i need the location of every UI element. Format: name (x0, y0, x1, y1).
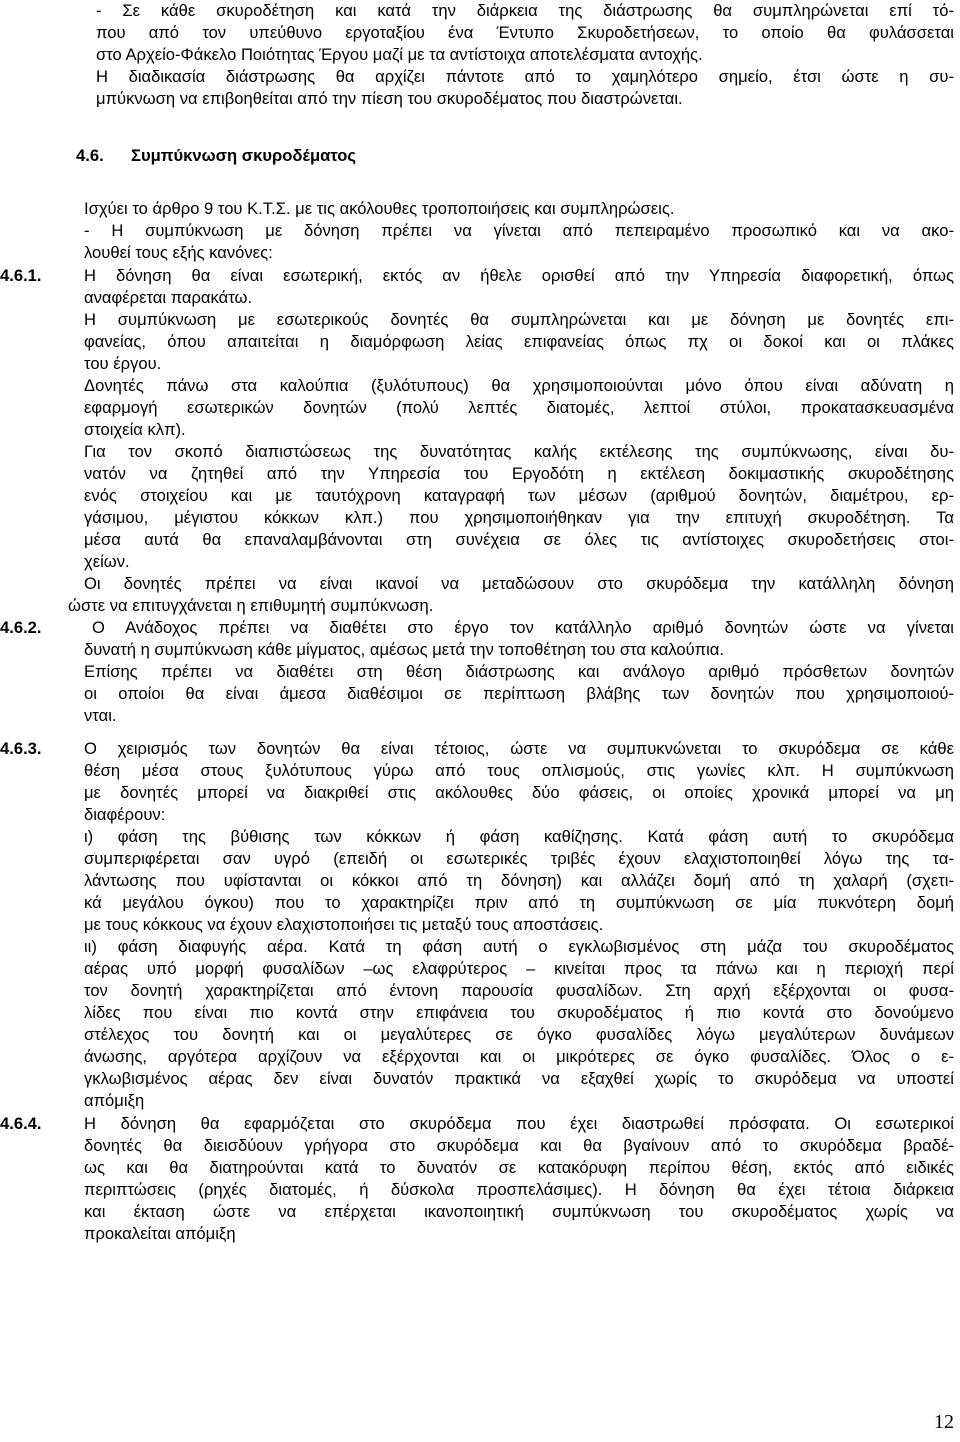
text-line: Δονητές πάνω στα καλούπια (ξυλότυπους) θα χρησιμοποιούνται μόνο όπου είναι αδύνατη η (84, 376, 954, 395)
text-line: Οι δονητές πρέπει να είναι ικανοί να μεταδώσουν στο σκυρόδεμα την κατάλληλη δόνηση (84, 574, 954, 593)
text-line: ι) φάση της βύθισης των κόκκων ή φάση καθίζησης. Κατά φάση αυτή το σκυρόδεμα (84, 827, 954, 846)
text-line: λάντωσης που υφίστανται οι κόκκοι από τη δόνηση) και αλλάζει δομή από τη χαλαρή (σχετι- (84, 871, 954, 890)
text-line: δυνατή η συμπύκνωση κάθε μίγματος, αμέσως μετά την τοποθέτηση του στα καλούπια. (84, 640, 725, 659)
text-line: με τους κόκκους να έχουν ελαχιστοποιήσει τις μεταξύ τους αποστάσεις. (84, 915, 604, 934)
section-title: Συμπύκνωση σκυροδέματος (131, 146, 357, 165)
text-line: αναφέρεται παρακάτω. (84, 288, 253, 307)
text-line: ενός στοιχείου και με ταυτόχρονη καταγραφή των μέσων (αριθμού δονητών, διαμέτρου, ερ- (84, 486, 954, 505)
subsection-number: 4.6.4. (0, 1114, 42, 1133)
subsection-number: 4.6.3. (0, 739, 42, 758)
text-line: χείων. (84, 552, 130, 571)
subsection-number: 4.6.2. (0, 618, 42, 637)
text-line: - Σε κάθε σκυροδέτηση και κατά την διάρκεια της διάστρωσης θα συμπληρώνεται επί τό- (96, 1, 954, 20)
text-line: Η δόνηση θα εφαρμόζεται στο σκυρόδεμα που έχει διαστρωθεί πρόσφατα. Οι εσωτερικοί (84, 1114, 954, 1133)
text-line: Ισχύει το άρθρο 9 του Κ.Τ.Σ. με τις ακόλουθες τροποποιήσεις και συμπληρώσεις. (84, 199, 675, 218)
text-line: Ο χειρισμός των δονητών θα είναι τέτοιος, ώστε να συμπυκνώνεται το σκυρόδεμα σε κάθε (84, 739, 954, 758)
text-line: και έκταση ώστε να επέρχεται ικανοποιητική συμπύκνωση του σκυροδέματος χωρίς να (84, 1202, 954, 1221)
text-line: Επίσης πρέπει να διαθέτει στη θέση διάστρωσης και ανάλογο αριθμό πρόσθετων δονητών (84, 662, 954, 681)
text-line: οι οποίοι θα είναι άμεσα διαθέσιμοι σε περίπτωση βλάβης των δονητών που χρησιμοποιού- (84, 684, 954, 703)
subsection-number: 4.6.1. (0, 266, 42, 285)
text-line: εφαρμογή εσωτερικών δονητών (πολύ λεπτές διατομές, λεπτοί στύλοι, προκατασκευασμένα (84, 398, 954, 417)
text-line: νατόν να ζητηθεί από την Υπηρεσία του Εργοδότη η εκτέλεση δοκιμαστικής σκυροδέτησης (84, 464, 954, 483)
text-line: ως και θα διατηρούνται κατά το δυνατόν σε κατακόρυφη περίπου θέση, εκτός από ειδικές (84, 1158, 954, 1177)
text-line: θέση μέσα στους ξυλότυπους γύρω από τους οπλισμούς, στις γωνίες κλπ. Η συμπύκνωση (84, 761, 954, 780)
text-line: γάσιμου, μέγιστου κόκκων κλπ.) που χρησιμοποιήθηκαν για την επιτυχή σκυροδέτηση. Τα (84, 508, 954, 527)
text-line: κά μεγάλου όγκου) που το χαρακτηρίζει πριν από τη συμπύκνωση σε μία πυκνότερη δομή (84, 893, 954, 912)
section-number: 4.6. (76, 146, 104, 165)
text-line: αέρας υπό μορφή φυσαλίδων –ως ελαφρύτερος – κινείται προς τα πάνω και η περιοχή περί (84, 959, 954, 978)
text-line: φανείας, όπου απαιτείται η διαμόρφωση λείας επιφανείας όπως πχ οι δοκοί και οι πλάκες (84, 332, 954, 351)
text-line: Για τον σκοπό διαπιστώσεως της δυνατότητας καλής εκτέλεσης της συμπύκνωσης, είναι δυ- (84, 442, 954, 461)
text-line: τον δονητή χαρακτηρίζεται από έντονη παρουσία φυσαλίδων. Στη αρχή εξέρχονται οι φυσα- (84, 981, 954, 1000)
text-line: γκλωβισμένος αέρας δεν είναι δυνατόν πρακτικά να εξαχθεί χωρίς το σκυρόδεμα να υποστεί (84, 1069, 954, 1088)
text-line: Η συμπύκνωση με εσωτερικούς δονητές θα συμπληρώνεται και με δόνηση με δονητές επι- (84, 310, 954, 329)
text-line: του έργου. (84, 354, 162, 373)
text-line: Η δόνηση θα είναι εσωτερική, εκτός αν ήθελε ορισθεί από την Υπηρεσία διαφορετική, όπως (84, 266, 954, 285)
text-line: στοιχεία κλπ). (84, 420, 186, 439)
text-line: νται. (84, 706, 117, 725)
text-line: στο Αρχείο-Φάκελο Ποιότητας Έργου μαζί με τα αντίστοιχα αποτελέσματα αντοχής. (96, 45, 703, 64)
text-line: με δονητές μπορεί να διακριθεί στις ακόλουθες δύο φάσεις, οι οποίες χρονικά μπορεί να μη (84, 783, 954, 802)
text-line: μπύκνωση να επιβοηθείται από την πίεση του σκυροδέματος που διαστρώνεται. (96, 89, 683, 108)
text-line: προκαλείται απόμιξη (84, 1224, 236, 1243)
text-line: Η διαδικασία διάστρωσης θα αρχίζει πάντοτε από το χαμηλότερο σημείο, έτσι ώστε η συ- (96, 67, 954, 86)
text-line: μέσα αυτά θα επαναλαμβάνονται στη συνέχεια σε όλες τις αντίστοιχες σκυροδετήσεις στοι- (84, 530, 954, 549)
text-line: απόμιξη (84, 1091, 145, 1110)
text-line: Ο Ανάδοχος πρέπει να διαθέτει στο έργο τον κατάλληλο αριθμό δονητών ώστε να γίνεται (92, 618, 954, 637)
text-line: περιπτώσεις (ρηχές διατομές, ή δύσκολα προσπελάσιμες). Η δόνηση θα έχει τέτοια διάρκεια (84, 1180, 954, 1199)
text-line: - Η συμπύκνωση με δόνηση πρέπει να γίνεται από πεπειραμένο προσωπικό και να ακο- (84, 221, 954, 240)
text-line: δονητές θα διεισδύουν γρήγορα στο σκυρόδεμα και θα βγαίνουν από το σκυρόδεμα βραδέ- (84, 1136, 954, 1155)
text-line: ιι) φάση διαφυγής αέρα. Κατά τη φάση αυτή ο εγκλωβισμένος στη μάζα του σκυροδέματος (84, 937, 954, 956)
text-line: ώστε να επιτυγχάνεται η επιθυμητή συμπύκνωση. (68, 596, 434, 615)
text-line: που από τον υπεύθυνο εργοταξίου ένα Έντυπο Σκυροδετήσεων, το οποίο θα φυλάσσεται (96, 23, 954, 42)
text-line: συμπεριφέρεται σαν υγρό (επειδή οι εσωτερικές τριβές έχουν ελαχιστοποιηθεί λόγω της τα- (84, 849, 954, 868)
page-number: 12 (934, 1411, 954, 1433)
text-line: λίδες που είναι πιο κοντά στην επιφάνεια του σκυροδέματος ή πιο κοντά στο δονούμενο (84, 1003, 954, 1022)
text-line: λουθεί τους εξής κανόνες: (84, 243, 273, 262)
text-line: διαφέρουν: (84, 805, 166, 824)
text-line: άνωσης, αργότερα αρχίζουν να εξέρχονται και οι μικρότερες σε όγκο φυσαλίδες. Όλος ο ε- (84, 1047, 954, 1066)
text-line: στέλεχος του δονητή και οι μεγαλύτερες σε όγκο φυσαλίδες λόγω μεγαλύτερων δυνάμεων (84, 1025, 954, 1044)
